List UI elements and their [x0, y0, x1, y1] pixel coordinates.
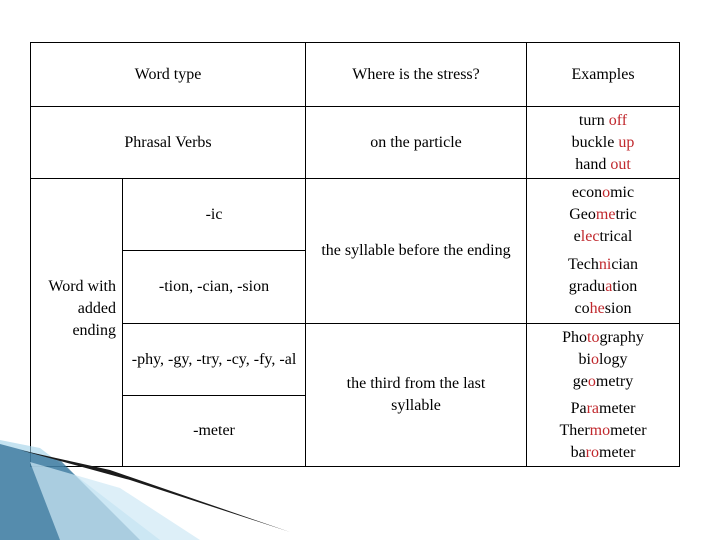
example-word	[559, 420, 646, 442]
word-part: cian	[611, 256, 638, 273]
example-word	[572, 132, 635, 154]
word-part: logy	[599, 351, 628, 368]
word-part: gradu	[568, 278, 606, 295]
example-word	[568, 254, 638, 276]
stressed-syllable: ro	[585, 444, 599, 461]
word-part: graphy	[599, 329, 644, 346]
word-part: mic	[610, 184, 635, 201]
stressed-syllable: a	[605, 278, 613, 295]
example-word	[574, 226, 633, 248]
word-part: meter	[599, 400, 636, 417]
group-label-text: Word with added ending	[48, 278, 116, 339]
word-part: e	[573, 228, 581, 245]
stress-syllable-before: the syllable before the ending	[321, 242, 511, 259]
group-label-added-ending	[31, 249, 122, 369]
phrasal-examples	[527, 107, 679, 178]
word-part: metry	[595, 373, 634, 390]
stressed-syllable: o	[587, 373, 596, 390]
example-word	[573, 371, 633, 393]
word-part: Pa	[570, 400, 587, 417]
example-word	[572, 182, 634, 204]
stressed-syllable: ra	[586, 400, 599, 417]
stressed-syllable: lec	[580, 228, 600, 245]
tion-examples	[527, 251, 679, 323]
example-word	[571, 398, 636, 420]
phrasal-stress: on the particle	[370, 133, 462, 151]
stressed-syllable: to	[587, 329, 600, 346]
stressed-syllable: he	[589, 300, 605, 317]
phrasal-verbs-label: Phrasal Verbs	[124, 133, 212, 151]
example-word	[569, 204, 637, 226]
stressed-syllable: me	[595, 206, 616, 223]
word-part: tric	[615, 206, 637, 223]
stressed-syllable: up	[618, 133, 635, 151]
header-stress: Where is the stress?	[352, 65, 480, 83]
phy-examples	[527, 324, 679, 396]
stressed-syllable: off	[608, 111, 628, 129]
word-part: sion	[604, 300, 632, 317]
header-word-type: Word type	[134, 65, 202, 83]
meter-examples	[527, 396, 679, 466]
word-part: tion	[612, 278, 638, 295]
example-word	[579, 110, 627, 132]
word-part: buckle	[571, 133, 619, 151]
word-part: turn	[578, 111, 609, 129]
header-examples: Examples	[571, 65, 635, 83]
example-word	[575, 298, 632, 320]
ending-phy: -phy, -gy, -try, -cy, -fy, -al	[131, 350, 297, 368]
word-part: meter	[610, 422, 647, 439]
word-part: Pho	[562, 329, 587, 346]
word-part: bi	[578, 351, 591, 368]
example-word	[571, 442, 636, 464]
word-part: ba	[570, 444, 586, 461]
stressed-syllable: ni	[598, 256, 612, 273]
word-part: ge	[572, 373, 588, 390]
example-word	[579, 349, 628, 371]
word-part: Geo	[569, 206, 596, 223]
example-word	[569, 276, 637, 298]
example-word	[562, 327, 644, 349]
example-word	[575, 154, 631, 176]
ending-meter: -meter	[193, 422, 235, 439]
ic-examples	[527, 179, 679, 251]
stressed-syllable: out	[610, 155, 631, 173]
word-part: Tech	[568, 256, 599, 273]
word-part: meter	[599, 444, 636, 461]
stress-third-from-last: the third from the last syllable	[346, 375, 486, 414]
ending-ic: -ic	[205, 205, 223, 223]
stressed-syllable: o	[591, 351, 599, 368]
stressed-syllable: o	[602, 184, 611, 201]
stress-table	[30, 42, 680, 467]
word-part: Ther	[559, 422, 590, 439]
word-part: co	[574, 300, 590, 317]
word-part: econ	[571, 184, 603, 201]
stressed-syllable: mo	[589, 422, 611, 439]
ending-tion: -tion, -cian, -sion	[158, 278, 270, 295]
decor-light-swoosh	[30, 462, 200, 540]
word-part: hand	[575, 155, 611, 173]
word-part: trical	[599, 228, 633, 245]
